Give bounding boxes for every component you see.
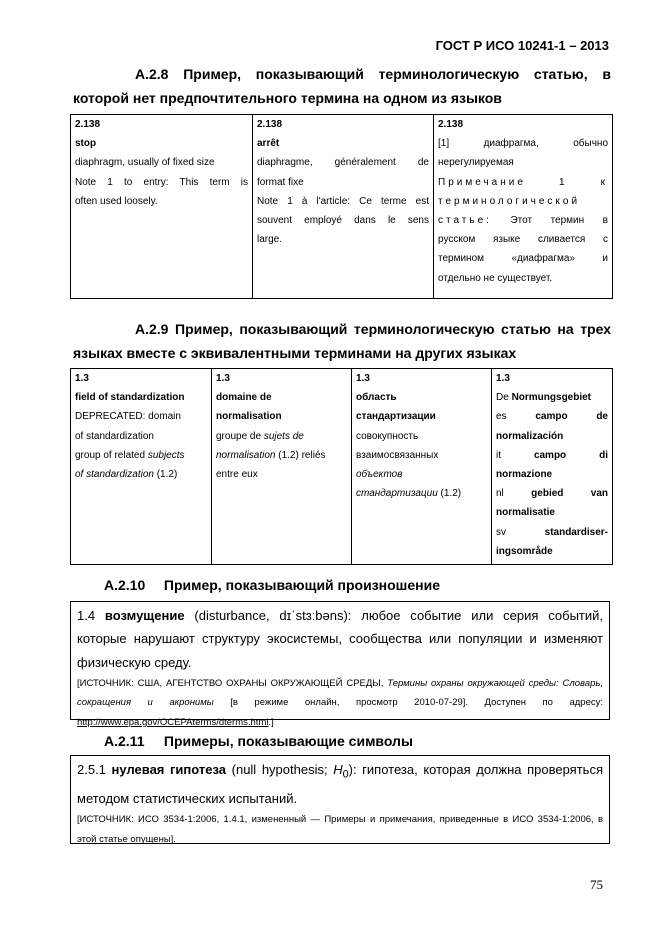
note-en-line1: Note 1 to entry: This term is: [75, 176, 248, 188]
entry-number: 1.3: [356, 373, 370, 384]
source-text: [ИСТОЧНИК: США, АГЕНТСТВО ОХРАНЫ ОКРУЖАЮЩЕЙ СРЕДЫ,: [77, 677, 388, 689]
entry-number: 1.3: [496, 373, 510, 384]
section-number: А.2.10: [104, 577, 146, 593]
document-header: ГОСТ Р ИСО 10241-1 – 2013: [435, 38, 609, 53]
language-code: it: [496, 449, 501, 461]
term-entry-table-2: [70, 368, 613, 565]
equivalent-nl: [496, 484, 608, 503]
entry-number: 2.5.1: [77, 762, 112, 777]
definition-text: groupe de: [216, 430, 264, 442]
symbol-subscript: 0: [342, 768, 349, 781]
definition-text: (1.2): [153, 469, 178, 481]
section-a29-heading: [73, 317, 611, 365]
equivalent-term: campo de: [535, 411, 608, 423]
equivalent-term: campo di: [533, 449, 608, 461]
term-entry-table-1: [70, 114, 613, 299]
equivalent-it-line2: normazione: [496, 469, 553, 481]
entry-term: нулевая гипотеза: [111, 762, 227, 777]
entry-text: [77, 604, 603, 674]
note-ru-text: Этот термин в: [491, 215, 608, 227]
definition-en: diaphragm, usually of fixed size: [75, 157, 215, 169]
source-text: .]: [268, 716, 274, 728]
pronunciation: (disturbance, dɪˈstɜːbəns): [184, 608, 348, 623]
equivalent-es: [496, 407, 608, 426]
symbol-example-box: [70, 755, 610, 844]
definition-fr-line2: format fixe: [257, 176, 304, 188]
entry-number: 2.138: [75, 119, 101, 130]
term-fr-line2: normalisation: [216, 411, 282, 423]
source-citation: [77, 674, 603, 733]
deprecated-term-line1: DEPRECATED: domain: [75, 411, 181, 423]
pronunciation-example-box: [70, 601, 610, 728]
term-en: stop: [75, 138, 97, 150]
section-number: А.2.8: [135, 66, 169, 82]
source-link[interactable]: http://www.epa.gov/OCEPAterms/dterms.html: [77, 716, 269, 728]
definition-en-line2: [75, 465, 207, 484]
entry-definition: ): гипотеза, которая должна проверяться методом статистических испытаний.: [77, 762, 603, 806]
language-code: nl: [496, 488, 504, 500]
section-title: Примеры, показывающие символы: [163, 733, 413, 749]
entry-number: 1.3: [216, 373, 230, 384]
section-title-line2: языках вместе с эквивалентными терминами на других языках: [73, 345, 517, 361]
page-number: 75: [590, 877, 603, 892]
source-text: [в режиме онлайн, просмотр 2010-07-29]. Доступен по адресу:: [213, 697, 604, 709]
equivalent-de: [496, 388, 608, 407]
note-fr-line3: large.: [257, 234, 283, 246]
section-title-line1: Пример, показывающий терминологическую статью, в которой: [73, 66, 611, 106]
term-fr-line1: domaine de: [216, 392, 272, 404]
deprecated-term-line2: of standardization: [75, 430, 154, 442]
note-ru-line5: термином «диафрагма» и: [438, 253, 608, 265]
equivalent-es-line2: normalización: [496, 430, 564, 442]
definition-ru-line1: совокупность: [356, 430, 419, 442]
definition-ru-line2: взаимосвязанных: [356, 449, 439, 461]
definition-ref: normalisation: [216, 449, 276, 461]
entry-text: [77, 758, 603, 810]
definition-ref: стандартизации: [356, 488, 438, 500]
section-a28-heading: [73, 62, 611, 110]
equivalent-term: Normungsgebiet: [511, 392, 592, 404]
equivalent-term: standardiser-: [544, 526, 608, 538]
term-en: field of standardization: [75, 392, 185, 404]
source-title: Термины охраны окружающей среды: Словарь, сокращения и акронимы: [77, 677, 603, 709]
definition-ref: of standardization: [75, 469, 154, 481]
source-citation: [ИСТОЧНИК: ИСО 3534-1:2006, 1.4.1, измененный — Примеры и примечания, приведенные в ИСО 3534-1:2006, в этой статье опущены].: [77, 814, 603, 845]
definition-fr-line1: diaphragme, généralement de: [257, 157, 429, 169]
section-a210-heading: [104, 573, 624, 597]
equivalent-nl-line2: normalisatie: [496, 507, 555, 519]
entry-number: 1.4: [77, 608, 105, 623]
note-ru-line4: русском языке сливается с: [438, 234, 608, 246]
definition-ru-line4: [356, 484, 487, 503]
definition-en-line1: [75, 446, 207, 465]
section-number: А.2.11: [104, 733, 145, 749]
definition-ru-line1: [1] диафрагма, обычно: [438, 138, 608, 150]
language-code: sv: [496, 526, 506, 538]
equivalent-sv-line2: ingsområde: [496, 545, 553, 557]
entry-equivalent: (null hypothesis;: [226, 762, 334, 777]
term-fr: arrêt: [257, 138, 280, 150]
definition-ref: subjects: [147, 449, 185, 461]
note-fr-line2: souvent employé dans le sens: [257, 215, 429, 227]
note-ru-line1: Примечание 1 к: [438, 176, 608, 188]
definition-fr-line2: [216, 446, 347, 465]
term-ru-line2: стандартизации: [356, 411, 436, 423]
definition-ref: sujets de: [263, 430, 304, 442]
section-title: Пример, показывающий произношение: [163, 577, 440, 593]
note-ru-line3: [438, 211, 608, 230]
section-title-line1: Пример, показывающий терминологическую статью на трех: [175, 321, 611, 337]
equivalent-it: [496, 446, 608, 465]
entry-definition: : любое событие или серия событий, которые нарушают структуру экосистемы, сообщества или популяции и изменяют физическую среду.: [77, 608, 604, 670]
note-en-line2: often used loosely.: [75, 195, 158, 207]
symbol: H: [333, 762, 343, 777]
note-ru-line2: терминологической: [438, 195, 581, 207]
equivalent-sv: [496, 523, 608, 542]
language-code: De: [496, 392, 512, 404]
entry-number: 2.138: [438, 119, 464, 130]
language-code: es: [496, 411, 507, 423]
definition-fr-line3: entre eux: [216, 469, 258, 481]
note-ru-line6: отдельно не существует.: [438, 272, 553, 284]
equivalent-term: gebied van: [531, 488, 608, 500]
entry-term: возмущение: [104, 608, 185, 623]
definition-fr-line1: [216, 427, 347, 446]
definition-ru-line3: объектов: [356, 469, 403, 481]
term-ru-line1: область: [356, 392, 397, 404]
note-fr-line1: Note 1 à l'article: Ce terme est: [257, 195, 429, 207]
entry-number: 2.138: [257, 119, 283, 130]
section-number: А.2.9: [135, 321, 169, 337]
definition-text: (1.2): [437, 488, 462, 500]
definition-ru-line2: нерегулируемая: [438, 157, 514, 169]
note-ru-label: статье:: [438, 215, 492, 227]
section-title-line2: нет предпочтительного термина на одном из языков: [132, 90, 502, 106]
entry-number: 1.3: [75, 373, 89, 384]
definition-text: (1.2) reliés: [275, 449, 326, 461]
section-a211-heading: [104, 729, 624, 753]
definition-text: group of related: [75, 449, 148, 461]
